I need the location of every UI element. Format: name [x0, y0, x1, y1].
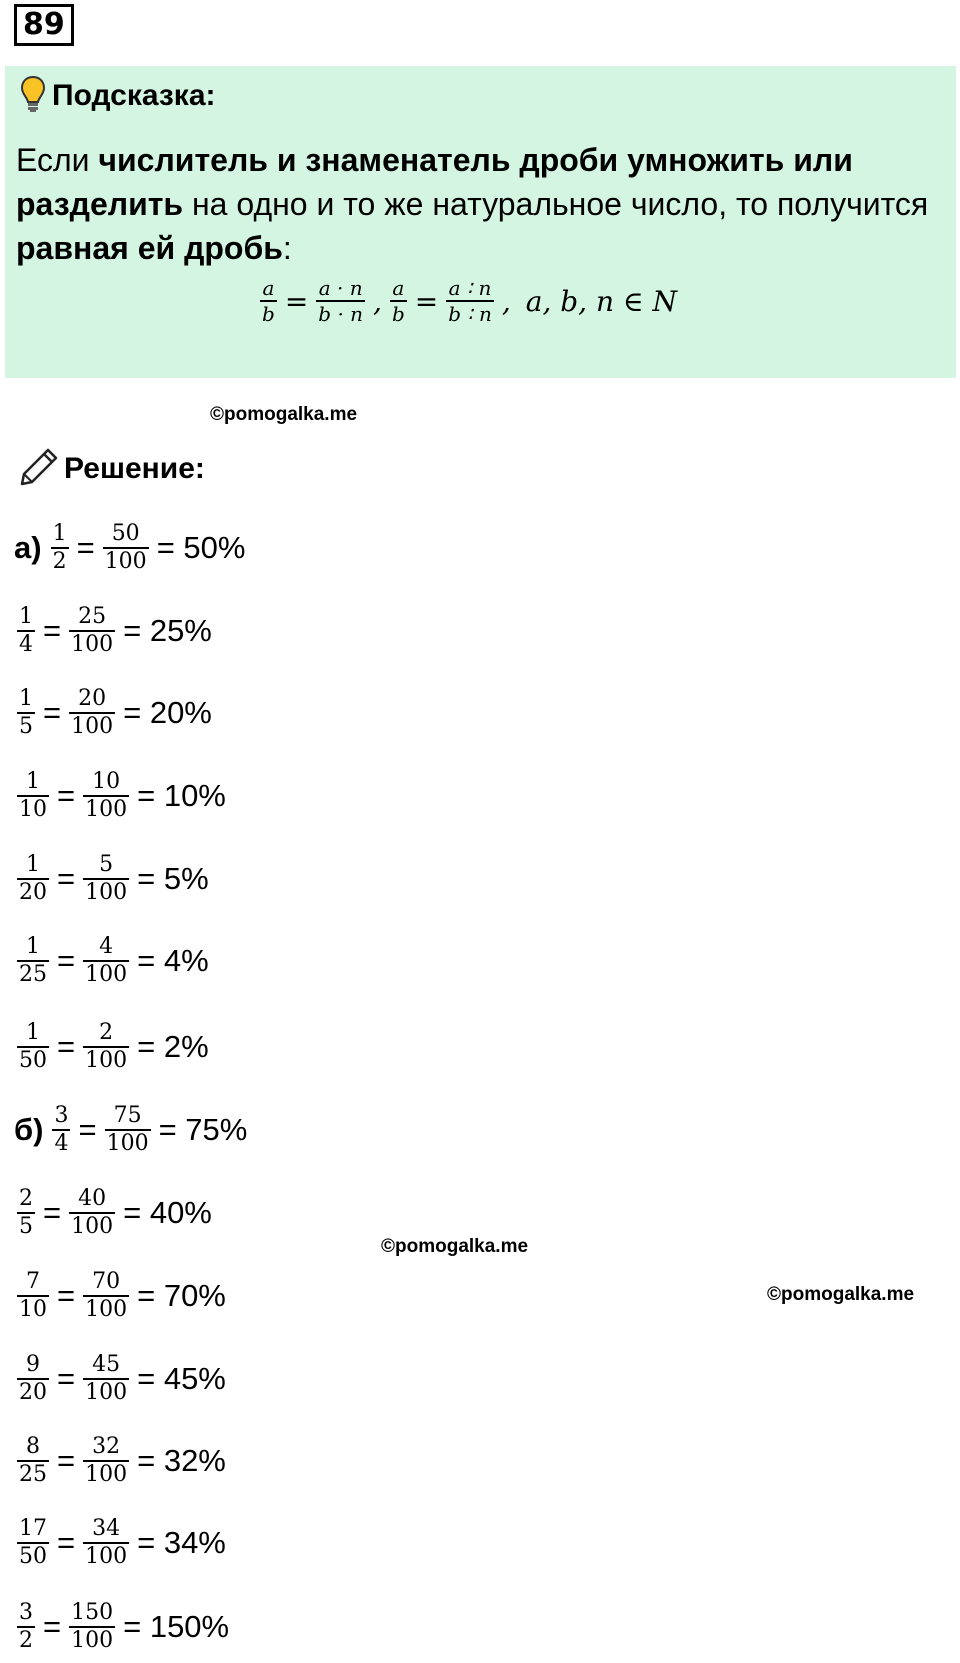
solution-line: а) $\frac{1}{2}$ = $\frac{50}{100}$ = 50% — [14, 520, 246, 574]
result-value: = 40% — [123, 1195, 212, 1230]
hint-box — [5, 66, 956, 378]
result-value: = 50% — [156, 530, 246, 565]
fraction: $\frac{1}{20}$ — [19, 851, 47, 905]
fraction: $\frac{4}{100}$ — [85, 933, 128, 987]
fraction: $\frac{20}{100}$ — [71, 685, 114, 739]
result-value: = 75% — [158, 1112, 248, 1147]
result-value: = 5% — [137, 861, 209, 896]
fraction: $\frac{1}{50}$ — [19, 1019, 47, 1073]
solution-line: $\frac{7}{10}$ = $\frac{70}{100}$ = 70% — [19, 1268, 226, 1322]
solution-line: $\frac{17}{50}$ = $\frac{34}{100}$ = 34% — [19, 1515, 226, 1569]
solution-title: Решение: — [64, 452, 205, 485]
result-value: = 2% — [137, 1029, 209, 1064]
result-value: = 32% — [137, 1443, 226, 1478]
result-value: = 45% — [137, 1361, 226, 1396]
solution-line: $\frac{1}{4}$ = $\frac{25}{100}$ = 25% — [19, 603, 212, 657]
solution-line: $\frac{1}{10}$ = $\frac{10}{100}$ = 10% — [19, 768, 226, 822]
fraction: $\frac{45}{100}$ — [85, 1351, 128, 1405]
solution-line: $\frac{1}{25}$ = $\frac{4}{100}$ = 4% — [19, 933, 209, 987]
fraction: $\frac{40}{100}$ — [71, 1185, 114, 1239]
hint-text-3: : — [282, 230, 292, 266]
solution-line: $\frac{2}{5}$ = $\frac{40}{100}$ = 40% — [19, 1185, 212, 1239]
hint-bold-1: числитель и знаменатель дроби умножить или разделить — [16, 142, 853, 222]
formula-fraction: $\frac{a ∶ n}{b ∶ n}$ — [448, 276, 492, 326]
fraction: $\frac{10}{100}$ — [85, 768, 128, 822]
fraction: $\frac{75}{100}$ — [106, 1102, 149, 1156]
hint-formula: $\frac{a}{b}$ = $\frac{a \cdot n}{b \cdot n}$ , $\frac{a}{b}$ = $\frac{a ∶ n}{b ∶ n}$ , a, b, n ∈ N — [262, 276, 678, 326]
solution-line: $\frac{9}{20}$ = $\frac{45}{100}$ = 45% — [19, 1351, 226, 1405]
fraction: $\frac{5}{100}$ — [85, 851, 128, 905]
fraction: $\frac{1}{25}$ — [19, 933, 47, 987]
fraction: $\frac{70}{100}$ — [85, 1268, 128, 1322]
fraction: $\frac{2}{100}$ — [85, 1019, 128, 1073]
hint-text-2: на одно и то же натуральное число, то получится — [183, 186, 929, 222]
result-value: = 4% — [137, 943, 209, 978]
fraction: $\frac{1}{10}$ — [19, 768, 47, 822]
lightbulb-icon — [20, 75, 46, 118]
solution-line: $\frac{1}{5}$ = $\frac{20}{100}$ = 20% — [19, 685, 212, 739]
fraction: $\frac{1}{4}$ — [19, 603, 33, 657]
fraction: $\frac{150}{100}$ — [71, 1599, 114, 1653]
result-value: = 70% — [137, 1278, 226, 1313]
fraction: $\frac{3}{4}$ — [54, 1102, 69, 1156]
hint-title: Подсказка: — [52, 79, 216, 112]
result-value: = 150% — [123, 1609, 230, 1644]
result-value: = 20% — [123, 695, 212, 730]
fraction: $\frac{1}{5}$ — [19, 685, 33, 739]
fraction: $\frac{34}{100}$ — [85, 1515, 128, 1569]
task-number: 89 — [14, 4, 74, 46]
hint-text — [16, 138, 946, 270]
result-value: = 25% — [123, 613, 212, 648]
fraction: $\frac{3}{2}$ — [19, 1599, 33, 1653]
part-label: а) — [14, 530, 42, 565]
solution-line: $\frac{1}{20}$ = $\frac{5}{100}$ = 5% — [19, 851, 209, 905]
hint-bold-2: равная ей дробь — [16, 230, 283, 266]
pencil-icon — [18, 446, 60, 493]
fraction: $\frac{17}{50}$ — [19, 1515, 47, 1569]
result-value: = 34% — [137, 1525, 226, 1560]
hint-text-1: Если — [16, 142, 99, 178]
solution-header — [18, 447, 205, 491]
fraction: $\frac{8}{25}$ — [19, 1433, 47, 1487]
fraction: $\frac{32}{100}$ — [85, 1433, 128, 1487]
fraction: $\frac{2}{5}$ — [19, 1185, 33, 1239]
solution-line: $\frac{1}{50}$ = $\frac{2}{100}$ = 2% — [19, 1019, 209, 1073]
fraction: $\frac{50}{100}$ — [104, 520, 147, 574]
watermark: ©pomogalka.me — [210, 404, 358, 425]
watermark: ©pomogalka.me — [381, 1236, 529, 1257]
fraction: $\frac{7}{10}$ — [19, 1268, 47, 1322]
hint-header — [20, 76, 216, 116]
solution-line: б) $\frac{3}{4}$ = $\frac{75}{100}$ = 75% — [14, 1102, 248, 1156]
formula-fraction: $\frac{a}{b}$ — [262, 276, 275, 326]
fraction: $\frac{1}{2}$ — [52, 520, 67, 574]
formula-fraction: $\frac{a}{b}$ — [391, 276, 405, 326]
watermark: ©pomogalka.me — [767, 1284, 915, 1305]
part-label: б) — [14, 1112, 44, 1147]
formula-fraction: $\frac{a \cdot n}{b \cdot n}$ — [318, 276, 364, 326]
fraction: $\frac{25}{100}$ — [71, 603, 114, 657]
formula-tail: a, b, n ∈ N — [525, 284, 678, 318]
result-value: = 10% — [137, 778, 226, 813]
solution-line: $\frac{3}{2}$ = $\frac{150}{100}$ = 150% — [19, 1599, 230, 1653]
solution-line: $\frac{8}{25}$ = $\frac{32}{100}$ = 32% — [19, 1433, 226, 1487]
fraction: $\frac{9}{20}$ — [19, 1351, 47, 1405]
